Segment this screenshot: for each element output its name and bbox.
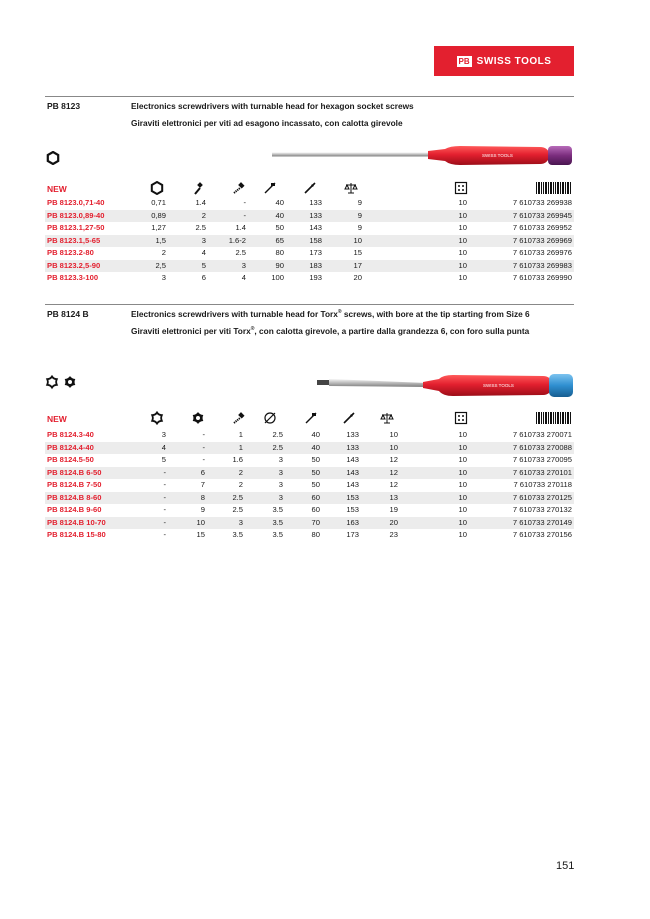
weight-scale-icon — [344, 181, 358, 195]
article-number: PB 8124.B 10-70 — [47, 517, 106, 527]
title-text: , con calotta girevole, a partire dalla grandezza 6, con foro sulla punta — [254, 326, 530, 336]
cell: 3 — [278, 480, 283, 489]
cell: 143 — [309, 223, 322, 232]
cell: 4 — [201, 248, 206, 257]
section2-table — [45, 429, 574, 542]
cell: 80 — [275, 248, 284, 257]
registered-mark: ® — [337, 309, 342, 316]
cell: 1 — [238, 442, 243, 452]
table-row — [45, 442, 574, 455]
cell: 7 610733 269976 — [512, 248, 572, 257]
section2-title-it — [131, 326, 529, 336]
cell: 3.5 — [272, 505, 283, 514]
cell: 7 — [200, 480, 205, 489]
cell: 2.5 — [272, 430, 283, 439]
article-number: PB 8124.5-50 — [47, 455, 94, 464]
screwdriver-image-8123 — [270, 143, 575, 169]
section-divider — [45, 96, 574, 97]
cell: 3.5 — [272, 530, 283, 539]
brand-logo — [434, 46, 574, 76]
cell: 10 — [389, 430, 398, 439]
table-row — [45, 529, 574, 542]
cell: 7 610733 269969 — [512, 235, 572, 245]
cell: 3.5 — [232, 530, 243, 539]
article-number: PB 8123.0,71-40 — [47, 198, 105, 207]
cell: 2 — [238, 480, 243, 489]
cell: 40 — [311, 442, 320, 452]
cell: 50 — [311, 455, 320, 464]
cell: 10 — [458, 455, 467, 464]
cell: 3 — [278, 467, 283, 477]
barcode-icon — [535, 411, 573, 425]
table-row — [45, 504, 574, 517]
section1-table — [45, 197, 574, 285]
cell: 10 — [389, 442, 398, 452]
registered-mark: ® — [250, 326, 255, 333]
cell: 133 — [309, 198, 322, 207]
package-qty-icon — [454, 181, 468, 195]
page-number: 151 — [556, 860, 575, 872]
cell: 3 — [161, 273, 166, 282]
screw-icon — [192, 181, 206, 195]
cell: 10 — [458, 430, 467, 439]
cell: 133 — [309, 210, 322, 220]
blade-length-icon — [304, 411, 318, 425]
cell: 70 — [311, 517, 320, 527]
cell: 9 — [357, 223, 362, 232]
cell: 10 — [458, 505, 467, 514]
cell: 7 610733 270132 — [512, 505, 572, 514]
cell: 3 — [278, 455, 283, 464]
cell: 10 — [458, 530, 467, 539]
cell: 7 610733 269990 — [512, 273, 572, 282]
table-row — [45, 492, 574, 505]
cell: 1,5 — [155, 235, 166, 245]
cell: 10 — [458, 248, 467, 257]
section1-header-row — [45, 181, 574, 195]
cell: 158 — [309, 235, 322, 245]
cell: 2 — [201, 210, 206, 220]
cell: 7 610733 270149 — [512, 517, 572, 527]
table-row — [45, 272, 574, 285]
table-row — [45, 235, 574, 248]
cell: 6 — [201, 273, 206, 282]
total-length-icon — [303, 181, 317, 195]
cell: 2 — [238, 467, 243, 477]
cell: 7 610733 270156 — [512, 530, 572, 539]
cell: 50 — [311, 480, 320, 489]
cell: 3 — [238, 517, 243, 527]
cell: 40 — [311, 430, 320, 439]
hex-socket-icon — [46, 151, 60, 165]
article-number: PB 8123.0,89-40 — [47, 210, 105, 220]
screwdriver-brand-text: SWISS TOOLS — [482, 153, 513, 158]
cell: 10 — [458, 467, 467, 477]
cell: - — [163, 467, 166, 477]
cell: 12 — [389, 467, 398, 477]
table-row — [45, 247, 574, 260]
cell: 2,5 — [155, 260, 166, 270]
article-number: PB 8123.3-100 — [47, 273, 99, 282]
cell: 40 — [275, 210, 284, 220]
cell: 0,89 — [151, 210, 166, 220]
cell: 7 610733 270125 — [512, 492, 572, 502]
cell: 60 — [311, 492, 320, 502]
cell: 19 — [389, 505, 398, 514]
table-row — [45, 479, 574, 492]
torx-bore-icon — [191, 411, 205, 425]
cell: 6 — [200, 467, 205, 477]
torx-profile-icons — [45, 375, 79, 390]
table-row — [45, 260, 574, 273]
cell: - — [163, 530, 166, 539]
cell: 10 — [353, 235, 362, 245]
hex-socket-icon — [150, 181, 164, 195]
cell: 1,27 — [151, 223, 166, 232]
cell: 7 610733 270118 — [513, 480, 572, 489]
screwdriver-image-8124 — [315, 370, 577, 404]
cell: - — [163, 480, 166, 489]
cell: 50 — [311, 467, 320, 477]
section1-code: PB 8123 — [47, 101, 81, 111]
cell: 3 — [161, 430, 166, 439]
cell: 2 — [161, 248, 166, 257]
article-number: PB 8123.2,5-90 — [47, 260, 101, 270]
cell: 10 — [458, 260, 467, 270]
cell: 143 — [346, 480, 359, 489]
cell: 9 — [357, 198, 362, 207]
cell: 2.5 — [272, 442, 283, 452]
cell: - — [243, 198, 246, 207]
screwdriver-brand-text: SWISS TOOLS — [483, 383, 514, 388]
table-row — [45, 467, 574, 480]
table-row — [45, 517, 574, 530]
cell: 1.6 — [232, 455, 243, 464]
table-row — [45, 222, 574, 235]
screw-head-icon — [232, 181, 246, 195]
brand-logo-pb: PB — [458, 56, 470, 66]
cell: 65 — [275, 235, 284, 245]
diameter-icon — [263, 411, 277, 425]
cell: - — [202, 430, 205, 439]
section2-header-row — [45, 411, 574, 425]
cell: 7 610733 270088 — [512, 442, 572, 452]
torx-icon — [47, 377, 57, 388]
cell: 1.4 — [235, 223, 246, 232]
article-number: PB 8123.1,27-50 — [47, 223, 105, 232]
cell: 17 — [353, 260, 362, 270]
cell: 90 — [275, 260, 284, 270]
cell: 143 — [346, 455, 359, 464]
cell: 10 — [458, 442, 467, 452]
cell: 5 — [161, 455, 166, 464]
title-text: screws, with bore at the tip starting from Size 6 — [341, 309, 530, 319]
article-number: PB 8123.1,5-65 — [47, 235, 101, 245]
cell: 153 — [346, 505, 359, 514]
article-number: PB 8124.B 9-60 — [47, 505, 102, 514]
article-number: PB 8124.B 7-50 — [47, 480, 102, 489]
table-row — [45, 454, 574, 467]
cell: 183 — [309, 260, 322, 270]
cell: 5 — [201, 260, 206, 270]
cell: 7 610733 269952 — [512, 223, 572, 232]
cell: 2.5 — [235, 248, 246, 257]
brand-logo-name: SWISS TOOLS — [476, 55, 552, 67]
cell: 7 610733 269983 — [512, 260, 572, 270]
table-row — [45, 210, 574, 223]
section1-title-en: Electronics screwdrivers with turnable head for hexagon socket screws — [131, 101, 414, 111]
table-row — [45, 429, 574, 442]
total-length-icon — [342, 411, 356, 425]
cell: 10 — [458, 210, 467, 220]
cell: 3 — [241, 260, 246, 270]
weight-scale-icon — [380, 411, 394, 425]
section-divider — [45, 304, 574, 305]
article-number: PB 8123.2-80 — [47, 248, 94, 257]
cell: 10 — [458, 480, 467, 489]
cell: 153 — [346, 492, 359, 502]
cell: 10 — [458, 223, 467, 232]
cell: 12 — [389, 455, 398, 464]
blade-length-icon — [263, 181, 277, 195]
cell: 1 — [238, 430, 243, 439]
cell: 50 — [275, 223, 284, 232]
cell: - — [163, 492, 166, 502]
cell: 4 — [241, 273, 246, 282]
cell: 10 — [458, 517, 467, 527]
cell: 15 — [196, 530, 205, 539]
cell: 2.5 — [195, 223, 206, 232]
cell: 163 — [346, 517, 359, 527]
title-text: Giraviti elettronici per viti Torx — [131, 326, 251, 336]
article-number: PB 8124.B 15-80 — [47, 530, 106, 539]
cell: 2.5 — [232, 492, 243, 502]
cell: - — [163, 517, 166, 527]
article-number: PB 8124.4-40 — [47, 442, 94, 452]
cell: 143 — [346, 467, 359, 477]
cell: 8 — [200, 492, 205, 502]
torx-icon — [150, 411, 164, 425]
article-number: PB 8124.B 8-60 — [47, 492, 102, 502]
cell: 20 — [389, 517, 398, 527]
cell: 80 — [311, 530, 320, 539]
cell: 1.6-2 — [228, 235, 246, 245]
cell: 10 — [196, 517, 205, 527]
cell: - — [202, 455, 205, 464]
cell: 12 — [389, 480, 398, 489]
barcode-icon — [535, 181, 573, 195]
cell: 0,71 — [151, 198, 166, 207]
cell: 9 — [200, 505, 205, 514]
cell: 13 — [389, 492, 398, 502]
cell: 10 — [458, 198, 467, 207]
section1-title-it: Giraviti elettronici per viti ad esagono incassato, con calotta girevole — [131, 118, 403, 128]
cell: 133 — [346, 442, 359, 452]
article-number: PB 8124.B 6-50 — [47, 467, 102, 477]
section2-code: PB 8124 B — [47, 309, 89, 319]
cell: 9 — [357, 210, 362, 220]
cell: 193 — [309, 273, 322, 282]
cell: 7 610733 270071 — [512, 430, 572, 439]
cell: 7 610733 269945 — [512, 210, 572, 220]
cell: 3.5 — [272, 517, 283, 527]
cell: 3 — [278, 492, 283, 502]
cell: 10 — [458, 492, 467, 502]
cell: 2.5 — [232, 505, 243, 514]
cell: 173 — [309, 248, 322, 257]
cell: 173 — [346, 530, 359, 539]
torx-bore-icon — [65, 376, 76, 388]
title-text: Electronics screwdrivers with turnable head for Torx — [131, 309, 338, 319]
cell: 7 610733 269938 — [512, 198, 572, 207]
cell: 10 — [458, 273, 467, 282]
table-row — [45, 197, 574, 210]
cell: 40 — [275, 198, 284, 207]
section2-title-en — [131, 309, 530, 319]
package-qty-icon — [454, 411, 468, 425]
cell: 100 — [271, 273, 284, 282]
cell: 1.4 — [195, 198, 206, 207]
cell: 7 610733 270095 — [512, 455, 572, 464]
cell: 20 — [353, 273, 362, 282]
cell: 3 — [201, 235, 206, 245]
cell: - — [163, 505, 166, 514]
cell: 10 — [458, 235, 467, 245]
cell: 7 610733 270101 — [512, 467, 572, 477]
cell: 15 — [353, 248, 362, 257]
cell: 60 — [311, 505, 320, 514]
screw-head-icon — [232, 411, 246, 425]
cell: - — [243, 210, 246, 220]
cell: 4 — [161, 442, 166, 452]
cell: - — [202, 442, 205, 452]
cell: 23 — [389, 530, 398, 539]
cell: 133 — [346, 430, 359, 439]
article-number: PB 8124.3-40 — [47, 430, 94, 439]
section1-new-label: NEW — [47, 184, 67, 194]
section2-new-label: NEW — [47, 414, 67, 424]
